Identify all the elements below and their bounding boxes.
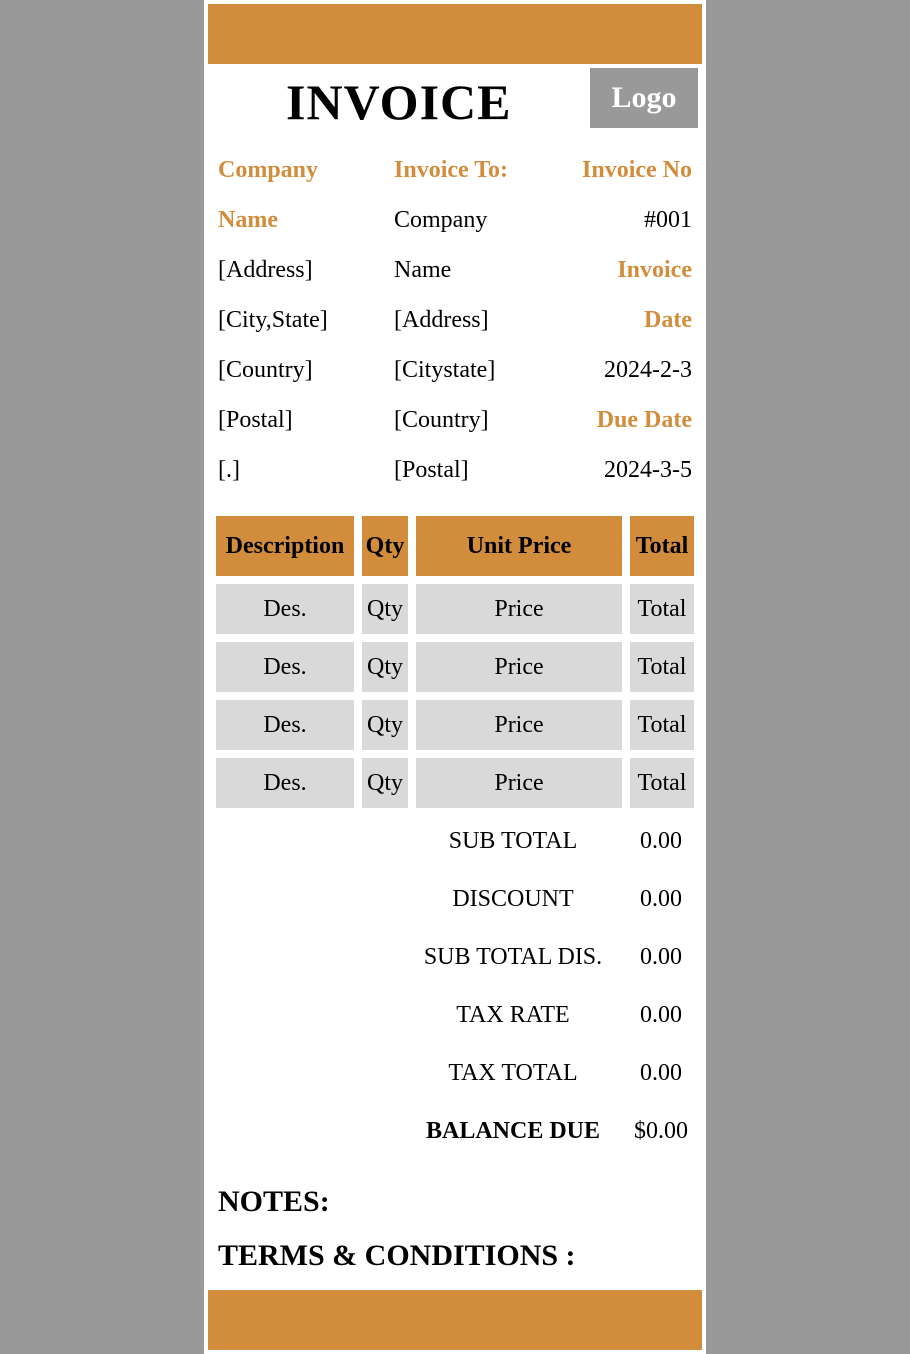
due-date-label: Due Date [596, 407, 692, 433]
row-3-description: Des. [216, 700, 354, 750]
subtotal-row [410, 812, 700, 870]
bill-to-city-state: [Citystate] [394, 357, 496, 383]
discount-row [410, 870, 700, 928]
row-1-description: Des. [216, 584, 354, 634]
row-2-total: Total [630, 642, 694, 692]
company-heading: Company [218, 157, 319, 183]
header-unit-price: Unit Price [416, 516, 622, 576]
tax-total-row [410, 1044, 700, 1102]
row-2-price: Price [416, 642, 622, 692]
row-1-total: Total [630, 584, 694, 634]
row-4-qty: Qty [362, 758, 408, 808]
company-extra: [.] [218, 457, 240, 483]
tax-rate-label: TAX RATE [456, 1001, 570, 1028]
row-2-description: Des. [216, 642, 354, 692]
bill-to-company: Company [394, 207, 488, 233]
invoice-date-label: Invoice [617, 257, 692, 283]
invoice-date: 2024-2-3 [604, 357, 692, 383]
company-city-state: [City,State] [218, 307, 328, 333]
row-3-qty: Qty [362, 700, 408, 750]
subtotal-dis-label: SUB TOTAL DIS. [423, 943, 603, 970]
row-4-description: Des. [216, 758, 354, 808]
company-address: [Address] [218, 257, 313, 283]
bill-to-address: [Address] [394, 307, 489, 333]
discount-label: DISCOUNT [452, 885, 574, 912]
subtotal-label: SUB TOTAL [448, 827, 578, 854]
company-name-heading: Name [218, 207, 278, 233]
balance-due-label: BALANCE DUE [425, 1117, 601, 1144]
company-country: [Country] [218, 357, 313, 383]
subtotal-value: 0.00 [640, 827, 682, 854]
discount-value: 0.00 [640, 885, 682, 912]
header-qty: Qty [362, 516, 408, 576]
bill-to-name: Name [394, 257, 452, 283]
notes-heading: NOTES: [218, 1185, 330, 1218]
row-1-price: Price [416, 584, 622, 634]
tax-total-label: TAX TOTAL [448, 1059, 578, 1086]
bill-to-heading: Invoice To: [394, 157, 509, 183]
invoice-number: #001 [644, 207, 692, 233]
header-total: Total [630, 516, 694, 576]
header-band [208, 4, 702, 64]
invoice-page [204, 0, 706, 1354]
tax-rate-row [410, 986, 700, 1044]
bill-to-postal: [Postal] [394, 457, 469, 483]
bill-to-info [394, 145, 564, 495]
header-description: Description [216, 516, 354, 576]
subtotal-dis-value: 0.00 [640, 943, 682, 970]
invoice-date-label-2: Date [644, 307, 692, 333]
terms-heading: TERMS & CONDITIONS : [218, 1239, 576, 1272]
logo-placeholder: Logo [590, 68, 698, 128]
row-1-qty: Qty [362, 584, 408, 634]
invoice-meta [564, 145, 692, 495]
row-3-price: Price [416, 700, 622, 750]
invoice-title: INVOICE [286, 74, 512, 130]
footer-band [208, 1290, 702, 1350]
totals-summary [410, 812, 700, 1160]
bill-to-country: [Country] [394, 407, 489, 433]
company-info [218, 145, 388, 495]
tax-total-value: 0.00 [640, 1059, 682, 1086]
due-date: 2024-3-5 [604, 457, 692, 483]
row-2-qty: Qty [362, 642, 408, 692]
company-postal: [Postal] [218, 407, 293, 433]
row-4-price: Price [416, 758, 622, 808]
tax-rate-value: 0.00 [640, 1001, 682, 1028]
row-4-total: Total [630, 758, 694, 808]
balance-due-value: $0.00 [634, 1117, 688, 1144]
invoice-number-label: Invoice No [582, 157, 692, 183]
balance-due-row [410, 1102, 700, 1160]
subtotal-dis-row [410, 928, 700, 986]
row-3-total: Total [630, 700, 694, 750]
